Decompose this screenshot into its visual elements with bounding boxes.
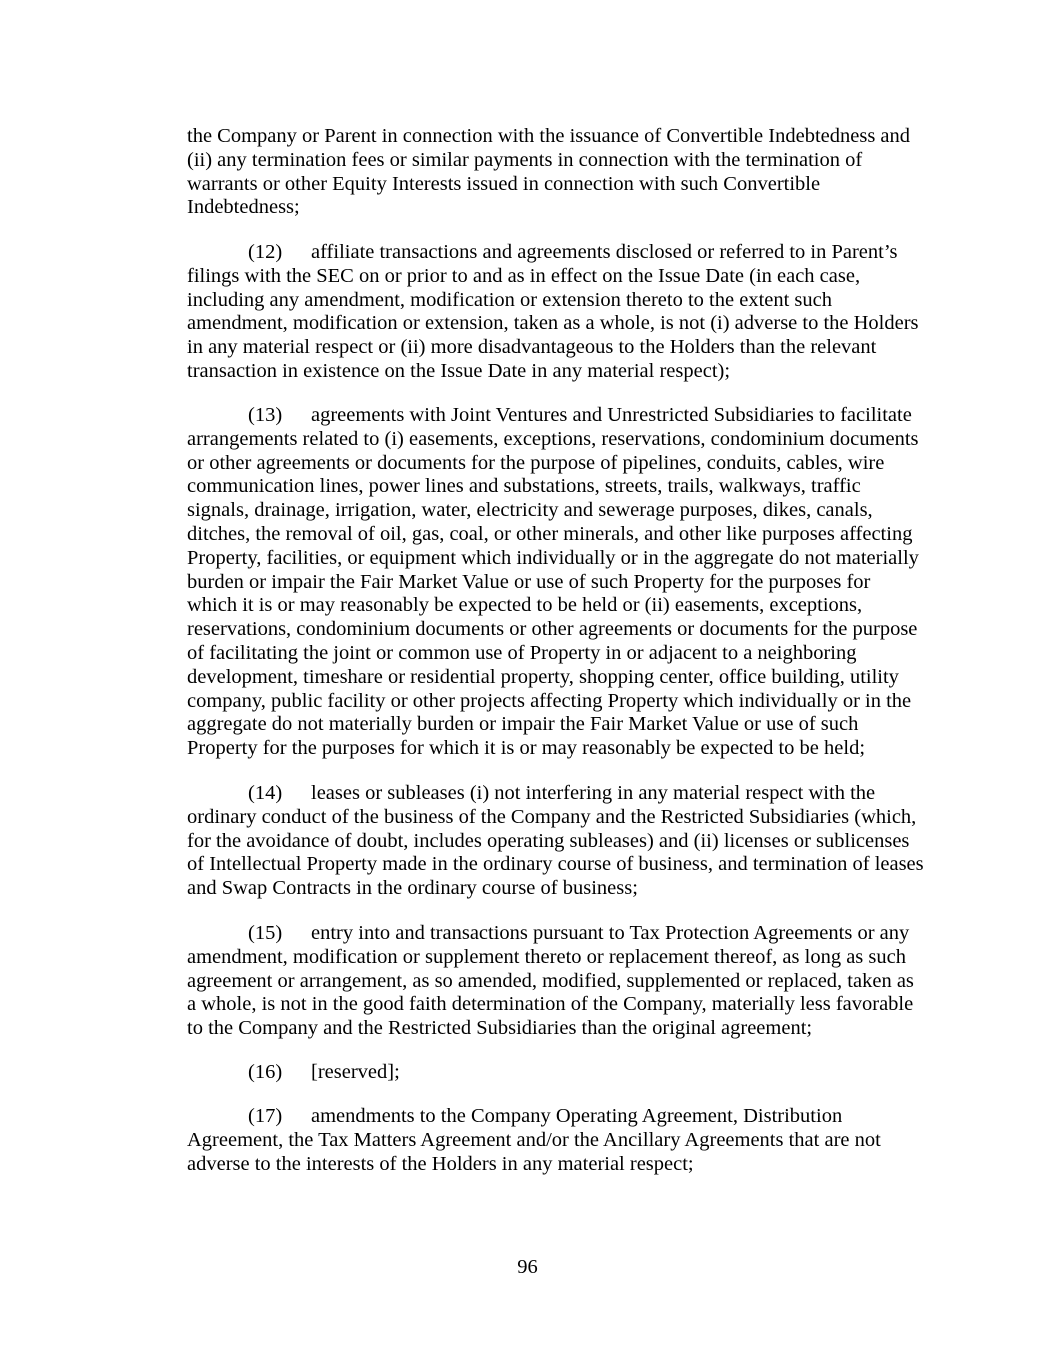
paragraph-line: transaction in existence on the Issue Date in any material respect); <box>187 359 731 382</box>
paragraph-first-line <box>187 1061 987 1085</box>
paragraph-line: affiliate transactions and agreements disclosed or referred to in Parent’s <box>311 241 898 263</box>
paragraph-14 <box>187 782 987 901</box>
paragraph-line: Agreement, the Tax Matters Agreement and/or the Ancillary Agreements that are not <box>187 1128 881 1151</box>
paragraph-continuation <box>187 125 987 220</box>
paragraph-label: (13) <box>248 404 283 426</box>
paragraph-line: the Company or Parent in connection with the issuance of Convertible Indebtedness and <box>187 125 911 147</box>
paragraph-line: ordinary conduct of the business of the Company and the Restricted Subsidiaries (which, <box>187 805 917 828</box>
paragraph-line: of Intellectual Property made in the ordinary course of business, and termination of leases <box>187 853 924 876</box>
paragraph-line: to the Company and the Restricted Subsidiaries than the original agreement; <box>187 1017 813 1040</box>
paragraph-line: communication lines, power lines and substations, streets, trails, walkways, traffic <box>187 475 861 498</box>
paragraph-line: including any amendment, modification or extension thereto to the extent such <box>187 288 833 311</box>
paragraph-first-line <box>187 782 987 806</box>
paragraph-first-line <box>187 241 987 265</box>
paragraph-first-line <box>187 1105 987 1129</box>
paragraph-first-line <box>187 922 987 946</box>
paragraph-12 <box>187 241 987 384</box>
paragraph-16 <box>187 1061 987 1085</box>
paragraph-line: filings with the SEC on or prior to and as in effect on the Issue Date (in each case, <box>187 264 861 287</box>
paragraph-label: (17) <box>248 1105 283 1127</box>
paragraph-label: (16) <box>248 1061 283 1083</box>
paragraph-line: aggregate do not materially burden or impair the Fair Market Value or use of such <box>187 713 859 736</box>
paragraph-line: amendments to the Company Operating Agreement, Distribution <box>311 1105 843 1127</box>
paragraph-line: (ii) any termination fees or similar payments in connection with the termination of <box>187 148 863 171</box>
paragraph-15 <box>187 922 987 1041</box>
paragraph-line: burden or impair the Fair Market Value or use of such Property for the purposes for <box>187 570 871 593</box>
paragraph-line: reservations, condominium documents or other agreements or documents for the purpose <box>187 618 918 641</box>
paragraph-line: a whole, is not in the good faith determination of the Company, materially less favorable <box>187 993 914 1016</box>
paragraph-line: or other agreements or documents for the purpose of pipelines, conduits, cables, wire <box>187 451 885 474</box>
paragraph-line: adverse to the interests of the Holders in any material respect; <box>187 1152 694 1175</box>
paragraph-label: (12) <box>248 241 283 263</box>
paragraph-line: Property for the purposes for which it is or may reasonably be expected to be held; <box>187 737 866 760</box>
paragraph-line: ditches, the removal of oil, gas, coal, or other minerals, and other like purposes affecting <box>187 522 913 545</box>
paragraph-line: for the avoidance of doubt, includes operating subleases) and (ii) licenses or sublicenses <box>187 829 910 852</box>
paragraph-first-line <box>187 404 987 428</box>
paragraph-line: agreement or arrangement, as so amended, modified, supplemented or replaced, taken as <box>187 969 914 992</box>
paragraph-line: signals, drainage, irrigation, water, electricity and sewerage purposes, dikes, canals, <box>187 499 873 522</box>
paragraph-line: amendment, modification or extension, taken as a whole, is not (i) adverse to the Holders <box>187 312 919 335</box>
paragraph-line: company, public facility or other projects affecting Property which individually or in the <box>187 689 912 712</box>
paragraph-line: of facilitating the joint or common use of Property in or adjacent to a neighboring <box>187 641 857 664</box>
paragraph-line: Indebtedness; <box>187 196 300 219</box>
paragraph-line: which it is or may reasonably be expected to be held or (ii) easements, exceptions, <box>187 594 863 617</box>
paragraph-line: agreements with Joint Ventures and Unrestricted Subsidiaries to facilitate <box>311 404 912 426</box>
paragraph-line: arrangements related to (i) easements, exceptions, reservations, condominium documents <box>187 427 919 450</box>
paragraph-13 <box>187 404 987 761</box>
paragraph-line: in any material respect or (ii) more disadvantageous to the Holders than the relevant <box>187 336 877 359</box>
paragraph-label: (15) <box>248 922 283 944</box>
page-number: 96 <box>517 1256 538 1278</box>
paragraph-line: entry into and transactions pursuant to Tax Protection Agreements or any <box>311 922 910 944</box>
paragraph-line: and Swap Contracts in the ordinary course of business; <box>187 877 638 900</box>
paragraph-line: warrants or other Equity Interests issued in connection with such Convertible <box>187 172 821 195</box>
paragraph-line: Property, facilities, or equipment which individually or in the aggregate do not materially <box>187 546 919 569</box>
paragraph-line: [reserved]; <box>311 1061 400 1083</box>
paragraph-line: amendment, modification or supplement thereto or replacement thereof, as long as such <box>187 945 906 968</box>
paragraph-17 <box>187 1105 987 1176</box>
paragraph-line: development, timeshare or residential property, shopping center, office building, utility <box>187 665 899 688</box>
paragraph-label: (14) <box>248 782 283 804</box>
paragraph-line: leases or subleases (i) not interfering in any material respect with the <box>311 782 876 804</box>
